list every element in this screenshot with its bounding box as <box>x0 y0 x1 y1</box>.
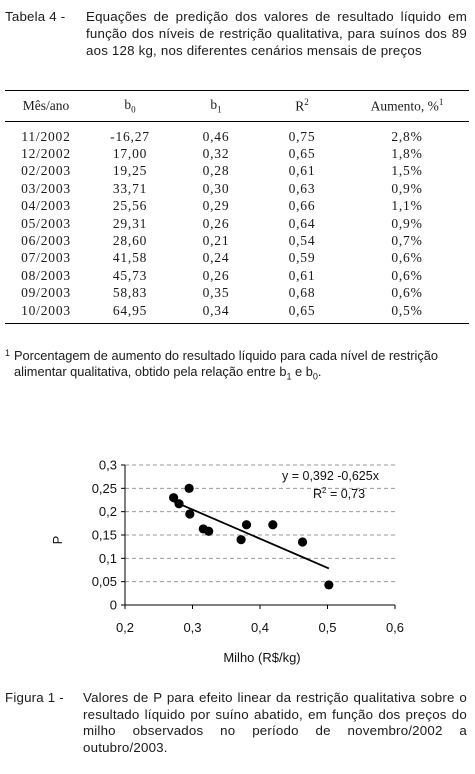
figure-label: Figura 1 - <box>5 690 64 705</box>
table-caption <box>5 8 467 59</box>
cell-r2: 0,61 <box>288 163 316 179</box>
cell-b1: 0,26 <box>202 267 230 283</box>
cell-increase: 0,9% <box>391 215 423 231</box>
cell-b0: 28,60 <box>112 233 148 249</box>
table-row <box>5 232 469 249</box>
x-tick-label: 0,5 <box>318 620 337 635</box>
cell-month: 08/2003 <box>21 267 71 283</box>
data-point <box>185 509 194 518</box>
cell-r2: 0,61 <box>288 267 316 283</box>
cell-month: 10/2003 <box>21 302 71 318</box>
x-axis-label: Milho (R$/kg) <box>223 650 301 665</box>
cell-b0: 41,58 <box>112 250 148 266</box>
cell-increase: 1,8% <box>391 146 423 162</box>
cell-b1: 0,28 <box>202 163 230 179</box>
table-row <box>5 145 469 162</box>
table-label: Tabela 4 - <box>5 9 66 24</box>
data-point <box>268 520 277 529</box>
cell-b0: -16,27 <box>110 128 150 144</box>
cell-increase: 0,9% <box>391 180 423 196</box>
cell-b1: 0,32 <box>202 146 230 162</box>
table-header-row <box>5 91 469 122</box>
equation-annotation: y = 0,392 -0,625x <box>282 469 379 483</box>
cell-month: 05/2003 <box>21 215 71 231</box>
cell-month: 09/2003 <box>21 285 71 301</box>
table-row <box>5 198 469 215</box>
cell-b1: 0,26 <box>202 215 230 231</box>
table-row <box>5 285 469 302</box>
data-points <box>169 484 333 590</box>
r2-annotation: $R^2 = 0,73$ <box>313 486 366 501</box>
footnote-text: Porcentagem de aumento do resultado líquido para cada nível de restrição alimentar qualitativa, obtido pela relação entre $b_1$ e $b_0$. <box>14 348 438 382</box>
cell-r2: 0,66 <box>288 198 316 214</box>
table-row <box>5 302 469 324</box>
cell-b0: 25,56 <box>112 198 148 214</box>
cell-r2: 0,54 <box>288 233 316 249</box>
y-tick-label: 0,3 <box>98 457 117 473</box>
data-point <box>174 499 183 508</box>
cell-b1: 0,21 <box>202 233 230 249</box>
cell-b1: 0,34 <box>202 302 230 318</box>
y-tick-label: 0 <box>109 597 117 613</box>
cell-b1: 0,30 <box>202 180 230 196</box>
figure-caption-text: Valores de P para efeito linear da restrição qualitativa sobre o resultado líquido por suíno abatido, em função dos preços do milho observados no período de novembro/2002 a outubro/2003. <box>83 690 467 755</box>
table-body <box>5 122 469 324</box>
cell-b0: 17,00 <box>112 146 148 162</box>
cell-month: 12/2002 <box>21 146 71 162</box>
data-point <box>324 580 333 589</box>
cell-increase: 0,7% <box>391 233 423 249</box>
table-footnote <box>5 348 469 385</box>
header-increase: Aumento, %$^1$ <box>345 91 469 122</box>
cell-month: 04/2003 <box>21 198 71 214</box>
x-tick-label: 0,3 <box>183 620 202 635</box>
cell-r2: 0,75 <box>288 128 316 144</box>
x-tick-label: 0,2 <box>115 620 135 635</box>
cell-month: 06/2003 <box>21 233 71 249</box>
y-tick-labels <box>92 458 125 613</box>
table-row <box>5 180 469 197</box>
cell-increase: 0,6% <box>391 250 423 266</box>
cell-increase: 2,8% <box>391 128 423 144</box>
cell-b0: 64,95 <box>112 302 148 318</box>
data-table <box>5 90 469 324</box>
data-point <box>242 520 251 529</box>
cell-b1: 0,24 <box>202 250 230 266</box>
header-month: Mês/ano <box>5 91 87 122</box>
y-tick-label: 0,1 <box>98 550 117 566</box>
cell-b0: 58,83 <box>112 285 148 301</box>
cell-increase: 0,6% <box>391 285 423 301</box>
data-point <box>185 484 194 493</box>
cell-r2: 0,59 <box>288 250 316 266</box>
cell-increase: 1,1% <box>391 198 423 214</box>
cell-increase: 0,5% <box>391 302 423 318</box>
cell-month: 02/2003 <box>21 163 71 179</box>
cell-month: 07/2003 <box>21 250 71 266</box>
cell-b0: 29,31 <box>112 215 148 231</box>
y-tick-label: 0,2 <box>98 504 117 520</box>
cell-increase: 1,5% <box>391 163 423 179</box>
cell-b1: 0,29 <box>202 198 230 214</box>
x-tick-label: 0,4 <box>250 620 270 635</box>
figure-caption <box>5 690 467 756</box>
scatter-chart <box>0 440 475 680</box>
footnote-marker: 1 <box>5 348 11 358</box>
cell-b0: 19,25 <box>112 163 148 179</box>
y-tick-label: 0,15 <box>91 527 117 543</box>
cell-increase: 0,6% <box>391 267 423 283</box>
cell-r2: 0,65 <box>288 302 316 318</box>
table-row <box>5 163 469 180</box>
cell-r2: 0,63 <box>288 180 316 196</box>
data-point <box>204 527 213 536</box>
x-tick-label: 0,6 <box>385 620 405 635</box>
x-tick-labels <box>116 605 404 635</box>
cell-b1: 0,46 <box>202 128 230 144</box>
data-point <box>298 537 307 546</box>
header-b1: $b_1$ <box>173 91 259 122</box>
data-point <box>237 535 246 544</box>
cell-b1: 0,35 <box>202 285 230 301</box>
cell-b0: 33,71 <box>112 180 148 196</box>
cell-b0: 45,73 <box>112 267 148 283</box>
table-row <box>5 267 469 284</box>
y-tick-label: 0,05 <box>91 574 117 590</box>
cell-month: 11/2002 <box>21 128 71 144</box>
y-axis-label: P <box>50 535 65 545</box>
y-tick-label: 0,25 <box>91 480 117 496</box>
cell-month: 03/2003 <box>21 180 71 196</box>
table-row <box>5 250 469 267</box>
cell-r2: 0,68 <box>288 285 316 301</box>
table-row <box>5 215 469 232</box>
header-b0: $b_0$ <box>87 91 173 122</box>
cell-r2: 0,64 <box>288 215 316 231</box>
cell-r2: 0,65 <box>288 146 316 162</box>
table-row <box>5 122 469 146</box>
header-r2: $R^2$ <box>259 91 345 122</box>
table-caption-text: Equações de predição dos valores de resultado líquido em função dos níveis de restrição qualitativa, para suínos dos 89 aos 128 kg, nos diferentes cenários mensais de preços <box>86 9 467 58</box>
